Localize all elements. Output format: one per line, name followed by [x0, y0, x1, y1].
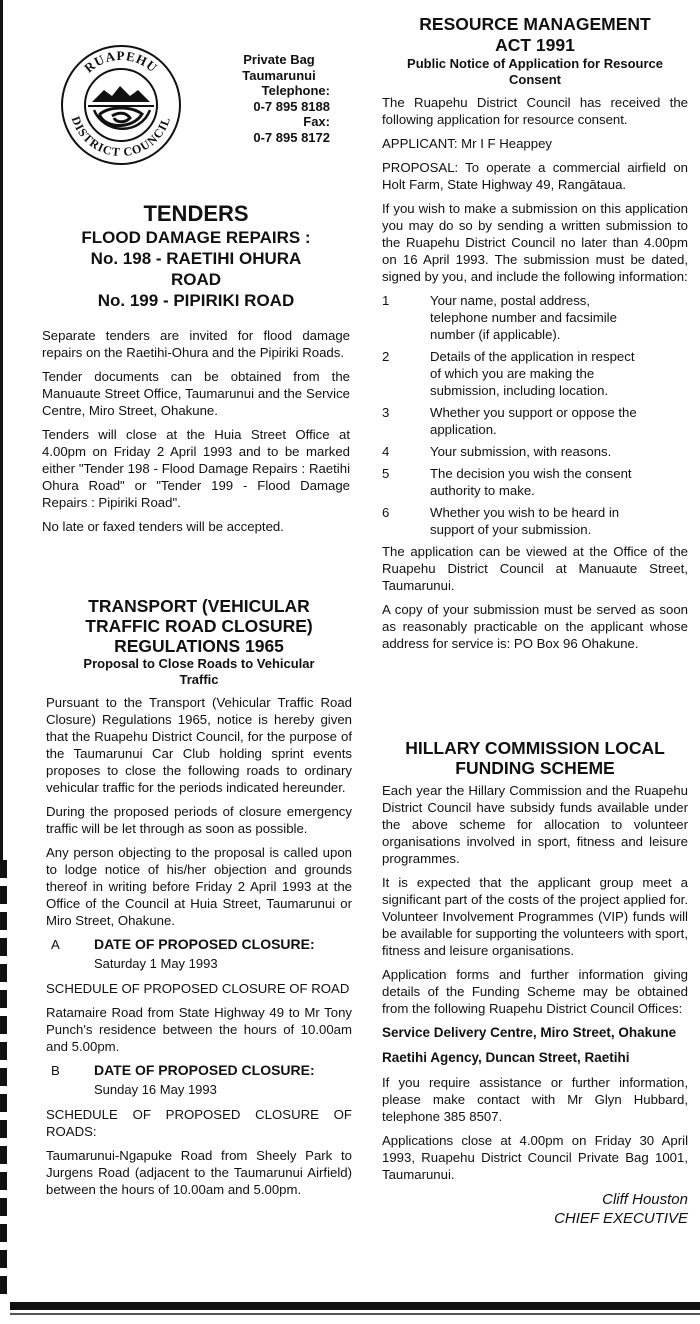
closure-b-header	[46, 1062, 352, 1079]
rma-section	[382, 14, 688, 659]
list-item-text: The decision you wish the consent authority to make.	[430, 466, 632, 498]
list-item	[382, 348, 688, 399]
tenders-title: TENDERS	[143, 201, 249, 226]
hillary-paragraph: It is expected that the applicant group meet a significant part of the costs of the project applied for. Volunteer Involvement Programmes (VIP) funds will be available for supporting the volunteers with sport, fitness and leisure organisations.	[382, 875, 688, 958]
signature-title: CHIEF EXECUTIVE	[554, 1210, 688, 1227]
rma-proposal: PROPOSAL: To operate a commercial airfield on Holt Farm, State Highway 49, Rangātaua.	[382, 160, 688, 192]
list-item-text: Your name, postal address, telephone number and facsimile number (if applicable).	[430, 293, 617, 342]
tenders-section	[42, 201, 350, 542]
transport-section	[46, 596, 352, 1205]
list-item-number: 5	[382, 466, 390, 481]
telephone-label: Telephone:	[261, 83, 330, 98]
list-item	[382, 465, 688, 499]
list-item-number: 4	[382, 444, 390, 459]
tenders-paragraph: Tenders will close at the Huia Street Office at 4.00pm on Friday 2 April 1993 and to be marked either "Tender 198 - Flood Damage Repairs : Raetihi Ohura Road" or "Tender 199 - Flood Damage Repairs : Pipiriki Road".	[42, 427, 350, 510]
signature-name: Cliff Houston	[602, 1191, 688, 1208]
rma-paragraph: A copy of your submission must be served as soon as reasonably practicable on the applicant whose address for service is: PO Box 96 Ohakune.	[382, 602, 688, 651]
council-logo	[60, 44, 182, 166]
transport-paragraph: Pursuant to the Transport (Vehicular Traffic Road Closure) Regulations 1965, notice is hereby given that the Ruapehu District Council, for the purpose of the Taumarunui Car Club holding sprint events proposes to close the following roads to ordinary vehicular traffic for the periods indicated hereunder.	[46, 695, 352, 795]
bottom-border-rule	[10, 1302, 700, 1310]
transport-title1: TRANSPORT (VEHICULAR	[88, 596, 310, 616]
tenders-sub4: No. 199 - PIPIRIKI ROAD	[97, 291, 295, 310]
bottom-border-rule-thin	[10, 1313, 700, 1315]
logo-bottom-text: DISTRICT COUNCIL	[68, 114, 174, 160]
transport-paragraph: Any person objecting to the proposal is called upon to lodge notice of his/her objection and grounds thereof in writing before Friday 2 April 1993 at the Office of the Council at Huia Street, Taumarunui or Miro Street, Ohakune.	[46, 845, 352, 928]
hillary-title2: FUNDING SCHEME	[455, 758, 615, 778]
contact-line1: Private Bag	[243, 52, 315, 67]
rma-paragraph: If you wish to make a submission on this application you may do so by sending a written submission to the Ruapehu District Council no later than 4.00pm on 16 April 1993. The submission must be dated, signed by you, and include the following information:	[382, 201, 688, 284]
rma-paragraph: The application can be viewed at the Office of the Ruapehu District Council at Manuaute Street, Taumarunui.	[382, 544, 688, 593]
fax-number: 0-7 895 8172	[253, 129, 330, 145]
closure-letter: B	[51, 1063, 60, 1078]
council-seal-icon	[60, 44, 182, 166]
rma-applicant: APPLICANT: Mr I F Heappey	[382, 136, 553, 151]
hillary-title1: HILLARY COMMISSION LOCAL	[405, 738, 665, 758]
hillary-paragraph: Application forms and further information giving details of the Funding Scheme may be obtained from the following Ruapehu District Council Offices:	[382, 967, 688, 1016]
list-item	[382, 504, 688, 538]
rma-title1: RESOURCE MANAGEMENT	[419, 14, 651, 34]
contact-line2: Taumarunui	[242, 67, 316, 83]
closure-detail: Taumarunui-Ngapuke Road from Sheely Park to Jurgens Road (adjacent to the Taumarunui Airfield) between the hours of 10.00am and 5.00pm.	[46, 1148, 352, 1197]
closure-schedule: SCHEDULE OF PROPOSED CLOSURE OF ROAD	[46, 981, 350, 996]
tenders-sub3: ROAD	[170, 270, 222, 289]
list-item-number: 3	[382, 405, 390, 420]
telephone-number: 0-7 895 8188	[253, 98, 330, 114]
tenders-paragraph: Separate tenders are invited for flood damage repairs on the Raetihi-Ohura and the Pipiriki Roads.	[42, 328, 350, 360]
tenders-paragraph: No late or faxed tenders will be accepted.	[42, 519, 284, 534]
rma-sub2: Consent	[509, 72, 561, 87]
rma-paragraph: The Ruapehu District Council has received the following application for resource consent.	[382, 95, 688, 127]
office-raetihi-agency: Raetihi Agency, Duncan Street, Raetihi	[382, 1050, 630, 1065]
closure-detail: Ratamaire Road from State Highway 49 to Mr Tony Punch's residence between the hours of 10.00am and 5.00pm.	[46, 1005, 352, 1054]
rma-requirements-list	[382, 292, 688, 538]
hillary-paragraph: Each year the Hillary Commission and the Ruapehu District Council have subsidy funds available under the above scheme for allocation to volunteer organisations involved in sport, fitness and leisure programmes.	[382, 783, 688, 866]
transport-paragraph: During the proposed periods of closure emergency traffic will be let through as soon as possible.	[46, 804, 352, 836]
closure-letter: A	[51, 937, 60, 952]
closure-title: DATE OF PROPOSED CLOSURE:	[94, 936, 315, 952]
closure-date: Saturday 1 May 1993	[94, 956, 218, 971]
left-border-dashes	[0, 860, 7, 1300]
list-item-text: Your submission, with reasons.	[430, 444, 612, 459]
rma-sub1: Public Notice of Application for Resource	[407, 56, 663, 71]
fax-label: Fax:	[303, 114, 330, 129]
rma-title2: ACT 1991	[495, 35, 575, 55]
list-item-text: Whether you wish to be heard in support of your submission.	[430, 505, 620, 537]
tenders-sub1: FLOOD DAMAGE REPAIRS :	[81, 228, 311, 247]
list-item	[382, 443, 688, 460]
logo-top-text: RUAPEHU	[81, 47, 161, 76]
list-item-text: Whether you support or oppose the application.	[430, 405, 637, 437]
transport-sub1: Proposal to Close Roads to Vehicular	[83, 656, 315, 671]
list-item-number: 6	[382, 505, 390, 520]
hillary-paragraph: If you require assistance or further information, please make contact with Mr Glyn Hubbard, telephone 385 8507.	[382, 1075, 688, 1124]
list-item	[382, 404, 688, 438]
list-item-text: Details of the application in respect of which you are making the submission, including location.	[430, 349, 635, 398]
hillary-section	[382, 738, 688, 1228]
hillary-paragraph: Applications close at 4.00pm on Friday 30 April 1993, Ruapehu District Council Private Bag 1001, Taumarunui.	[382, 1133, 688, 1182]
list-item-number: 1	[382, 293, 390, 308]
tenders-sub2: No. 198 - RAETIHI OHURA	[90, 249, 302, 268]
transport-title3: REGULATIONS 1965	[114, 636, 284, 656]
closure-a-header	[46, 936, 352, 953]
list-item	[382, 292, 688, 343]
tenders-paragraph: Tender documents can be obtained from the Manuaute Street Office, Taumarunui and the Service Centre, Miro Street, Ohakune.	[42, 369, 350, 418]
contact-block	[228, 52, 330, 145]
closure-date: Sunday 16 May 1993	[94, 1082, 217, 1097]
list-item-number: 2	[382, 349, 390, 364]
closure-title: DATE OF PROPOSED CLOSURE:	[94, 1062, 315, 1078]
transport-sub2: Traffic	[179, 672, 219, 687]
transport-title2: TRAFFIC ROAD CLOSURE)	[85, 616, 313, 636]
closure-schedule: SCHEDULE OF PROPOSED CLOSURE OF ROADS:	[46, 1107, 352, 1139]
office-service-delivery: Service Delivery Centre, Miro Street, Ohakune	[382, 1025, 677, 1040]
